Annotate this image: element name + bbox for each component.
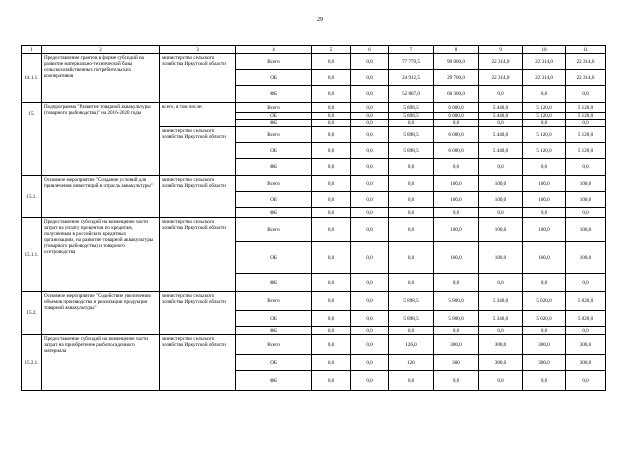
value-cell: 0,0: [479, 86, 523, 103]
value-cell: 0,0: [312, 127, 351, 143]
value-cell: 0,0: [312, 86, 351, 103]
page-number: 29: [317, 17, 323, 23]
value-cell: 0,0: [434, 208, 479, 218]
row-code: 15.2.: [22, 292, 42, 335]
value-cell: 0,0: [312, 143, 351, 159]
value-cell: 0,0: [351, 292, 389, 311]
value-cell: 0,0: [523, 159, 566, 176]
value-cell: 5 120,0: [523, 143, 566, 159]
value-cell: 22 314,0: [479, 54, 523, 70]
value-cell: 22 314,0: [523, 70, 566, 86]
value-cell: 100,0: [566, 242, 606, 274]
funding-source: ОБ: [236, 355, 312, 371]
value-cell: 5 120,0: [523, 103, 566, 113]
value-cell: 100,0: [434, 192, 479, 208]
funding-source: ФБ: [236, 371, 312, 391]
value-cell: 0,0: [351, 103, 389, 113]
value-cell: 5 340,0: [479, 311, 523, 327]
funding-source: ОБ: [236, 242, 312, 274]
value-cell: 5 120,0: [566, 103, 606, 113]
value-cell: 0,0: [351, 311, 389, 327]
funding-source: Всего: [236, 54, 312, 70]
funding-source: ФБ: [236, 120, 312, 127]
value-cell: 5 898,5: [389, 292, 434, 311]
value-cell: 0,0: [479, 274, 523, 292]
funding-source: ОБ: [236, 311, 312, 327]
value-cell: 126,0: [389, 335, 434, 355]
value-cell: 5 898,5: [389, 311, 434, 327]
value-cell: 0,0: [523, 371, 566, 391]
value-cell: 100,0: [479, 192, 523, 208]
value-cell: 24 912,5: [389, 70, 434, 86]
value-cell: 0,0: [479, 159, 523, 176]
value-cell: 22 314,0: [566, 54, 606, 70]
row-executor: всего, в том числе:: [160, 103, 236, 127]
value-cell: 0,0: [351, 274, 389, 292]
row-executor: министерство сельского хозяйства Иркутской области: [160, 54, 236, 103]
value-cell: 0,0: [523, 274, 566, 292]
value-cell: 0,0: [312, 103, 351, 113]
value-cell: 0,0: [351, 159, 389, 176]
column-header: 8: [434, 46, 479, 54]
value-cell: 126: [389, 355, 434, 371]
value-cell: 0,0: [312, 120, 351, 127]
column-header: 9: [479, 46, 523, 54]
value-cell: 100,0: [434, 242, 479, 274]
value-cell: 5 898,5: [389, 113, 434, 120]
value-cell: 6 000,0: [434, 143, 479, 159]
value-cell: 5 020,0: [523, 311, 566, 327]
row-code: 15.1.: [22, 176, 42, 218]
column-header: 7: [389, 46, 434, 54]
value-cell: 0,0: [389, 274, 434, 292]
value-cell: 5 900,0: [434, 311, 479, 327]
value-cell: 0,0: [312, 274, 351, 292]
value-cell: 0,0: [351, 54, 389, 70]
funding-source: ОБ: [236, 143, 312, 159]
column-header: 2: [42, 46, 160, 54]
row-name: Предоставление субсидий на возмещение части затрат на уплату процентов по кредитам, полученным в российских кредитных организациях, на развитие товарной аквакультуры (товарного рыбоводства) и товарного осетроводства: [42, 218, 160, 292]
value-cell: 5 120,0: [566, 127, 606, 143]
value-cell: 0,0: [312, 242, 351, 274]
value-cell: 300,0: [566, 335, 606, 355]
value-cell: 0,0: [389, 218, 434, 242]
value-cell: 5 440,0: [479, 127, 523, 143]
funding-source: ФБ: [236, 327, 312, 335]
value-cell: 22 314,0: [479, 70, 523, 86]
value-cell: 0,0: [523, 327, 566, 335]
value-cell: 0,0: [389, 208, 434, 218]
column-header: 10: [523, 46, 566, 54]
table-row: [22, 176, 606, 192]
value-cell: 0,0: [389, 176, 434, 192]
value-cell: 0,0: [312, 208, 351, 218]
funding-source: Всего: [236, 218, 312, 242]
funding-source: Всего: [236, 292, 312, 311]
value-cell: 0,0: [351, 335, 389, 355]
value-cell: 0,0: [312, 292, 351, 311]
value-cell: 0,0: [434, 371, 479, 391]
value-cell: 0,0: [389, 371, 434, 391]
row-name: Предоставление субсидий на возмещение части затрат на приобретение рыбопосадочного материала: [42, 335, 160, 391]
value-cell: 0,0: [312, 159, 351, 176]
value-cell: 100,0: [566, 192, 606, 208]
value-cell: 0,0: [566, 208, 606, 218]
funding-source: Всего: [236, 103, 312, 113]
value-cell: 300,0: [479, 355, 523, 371]
value-cell: 0,0: [312, 327, 351, 335]
value-cell: 0,0: [434, 159, 479, 176]
funding-source: ОБ: [236, 113, 312, 120]
value-cell: 5 340,0: [479, 292, 523, 311]
value-cell: 100,0: [523, 192, 566, 208]
funding-source: Всего: [236, 176, 312, 192]
row-code: 15.2.1.: [22, 335, 42, 391]
value-cell: 60 300,0: [434, 86, 479, 103]
value-cell: 300,0: [566, 355, 606, 371]
funding-source: Всего: [236, 127, 312, 143]
value-cell: 0,0: [566, 159, 606, 176]
value-cell: 0,0: [351, 371, 389, 391]
value-cell: 5 120,0: [523, 127, 566, 143]
value-cell: 0,0: [479, 120, 523, 127]
value-cell: 300,0: [434, 335, 479, 355]
value-cell: 0,0: [479, 208, 523, 218]
value-cell: 0,0: [566, 371, 606, 391]
value-cell: 100,0: [523, 176, 566, 192]
table-row: [22, 218, 606, 242]
value-cell: 5 440,0: [479, 113, 523, 120]
row-executor: министерство сельского хозяйства Иркутской области: [160, 218, 236, 292]
value-cell: 300,0: [479, 335, 523, 355]
value-cell: 0,0: [312, 176, 351, 192]
value-cell: 0,0: [312, 311, 351, 327]
value-cell: 0,0: [389, 159, 434, 176]
column-header: 6: [351, 46, 389, 54]
value-cell: 0,0: [312, 192, 351, 208]
funding-source: ОБ: [236, 192, 312, 208]
value-cell: 0,0: [351, 113, 389, 120]
value-cell: 5 020,0: [523, 292, 566, 311]
value-cell: 0,0: [479, 371, 523, 391]
value-cell: 5 898,5: [389, 103, 434, 113]
value-cell: 5 900,0: [434, 292, 479, 311]
value-cell: 5 120,0: [566, 143, 606, 159]
value-cell: 0,0: [312, 371, 351, 391]
value-cell: 22 314,0: [566, 70, 606, 86]
value-cell: 0,0: [566, 120, 606, 127]
row-executor: министерство сельского хозяйства Иркутской области: [160, 292, 236, 335]
value-cell: 0,0: [566, 327, 606, 335]
table-row: [22, 292, 606, 311]
value-cell: 100,0: [434, 176, 479, 192]
value-cell: 0,0: [566, 274, 606, 292]
value-cell: 0,0: [389, 120, 434, 127]
funding-source: ФБ: [236, 274, 312, 292]
value-cell: 0,0: [312, 54, 351, 70]
value-cell: 100,0: [523, 218, 566, 242]
value-cell: 300,0: [523, 335, 566, 355]
value-cell: 0,0: [351, 208, 389, 218]
value-cell: 5 120,0: [566, 113, 606, 120]
value-cell: 0,0: [434, 274, 479, 292]
header-row: [22, 46, 606, 54]
value-cell: 0,0: [389, 327, 434, 335]
value-cell: 0,0: [351, 176, 389, 192]
row-executor: министерство сельского хозяйства Иркутской области: [160, 176, 236, 218]
value-cell: 0,0: [312, 335, 351, 355]
value-cell: 22 314,0: [523, 54, 566, 70]
value-cell: 100,0: [434, 218, 479, 242]
value-cell: 0,0: [523, 120, 566, 127]
value-cell: 0,0: [351, 70, 389, 86]
value-cell: 300,0: [523, 355, 566, 371]
value-cell: 29 700,0: [434, 70, 479, 86]
row-code: 15.1.1.: [22, 218, 42, 292]
value-cell: 0,0: [351, 218, 389, 242]
table-row: [22, 103, 606, 113]
value-cell: 300: [434, 355, 479, 371]
value-cell: 0,0: [389, 242, 434, 274]
funding-source: ФБ: [236, 86, 312, 103]
value-cell: 100,0: [479, 176, 523, 192]
row-executor: министерство сельского хозяйства Иркутской области: [160, 127, 236, 176]
value-cell: 5 020,0: [566, 311, 606, 327]
value-cell: 0,0: [479, 327, 523, 335]
value-cell: 0,0: [351, 86, 389, 103]
value-cell: 0,0: [389, 192, 434, 208]
row-code: 14.1.1.: [22, 54, 42, 103]
value-cell: 100,0: [523, 242, 566, 274]
value-cell: 0,0: [434, 120, 479, 127]
value-cell: 0,0: [351, 143, 389, 159]
funding-source: ФБ: [236, 159, 312, 176]
value-cell: 5 898,5: [389, 127, 434, 143]
value-cell: 5 898,5: [389, 143, 434, 159]
value-cell: 0,0: [312, 355, 351, 371]
value-cell: 0,0: [523, 86, 566, 103]
value-cell: 100,0: [566, 176, 606, 192]
funding-source: ОБ: [236, 70, 312, 86]
value-cell: 6 000,0: [434, 127, 479, 143]
row-code: 15.: [22, 103, 42, 176]
value-cell: 5 440,0: [479, 103, 523, 113]
value-cell: 0,0: [351, 192, 389, 208]
value-cell: 0,0: [434, 327, 479, 335]
row-name: Предоставление грантов в форме субсидий на развитие материально-технической базы сельскохозяйственных потребительских кооперативов: [42, 54, 160, 103]
value-cell: 5 440,0: [479, 143, 523, 159]
column-header: 4: [236, 46, 312, 54]
row-executor: министерство сельского хозяйства Иркутской области: [160, 335, 236, 391]
value-cell: 77 779,5: [389, 54, 434, 70]
table-row: [22, 335, 606, 355]
value-cell: 0,0: [566, 86, 606, 103]
value-cell: 100,0: [566, 218, 606, 242]
row-name: Основное мероприятие "Создание условий для привлечения инвестиций в отрасль аквакультуры": [42, 176, 160, 218]
value-cell: 100,0: [479, 218, 523, 242]
row-name: Основное мероприятие "Содействие увеличению объемов производства и реализации продукции товарной аквакультуры": [42, 292, 160, 335]
value-cell: 0,0: [312, 70, 351, 86]
budget-table: [21, 45, 606, 391]
funding-source: Всего: [236, 335, 312, 355]
value-cell: 52 867,0: [389, 86, 434, 103]
value-cell: 0,0: [312, 218, 351, 242]
value-cell: 6 000,0: [434, 103, 479, 113]
value-cell: 0,0: [351, 355, 389, 371]
column-header: 1: [22, 46, 42, 54]
value-cell: 5 120,0: [523, 113, 566, 120]
value-cell: 90 000,0: [434, 54, 479, 70]
value-cell: 6 000,0: [434, 113, 479, 120]
value-cell: 0,0: [351, 242, 389, 274]
table-row: [22, 54, 606, 70]
value-cell: 0,0: [351, 120, 389, 127]
column-header: 3: [160, 46, 236, 54]
column-header: 5: [312, 46, 351, 54]
value-cell: 5 020,0: [566, 292, 606, 311]
value-cell: 0,0: [312, 113, 351, 120]
value-cell: 100,0: [479, 242, 523, 274]
value-cell: 0,0: [351, 127, 389, 143]
funding-source: ФБ: [236, 208, 312, 218]
row-name: Подпрограмма "Развитие товарной аквакультуры (товарного рыбоводства)" на 2016-2020 годы: [42, 103, 160, 176]
value-cell: 0,0: [523, 208, 566, 218]
value-cell: 0,0: [351, 327, 389, 335]
column-header: 11: [566, 46, 606, 54]
